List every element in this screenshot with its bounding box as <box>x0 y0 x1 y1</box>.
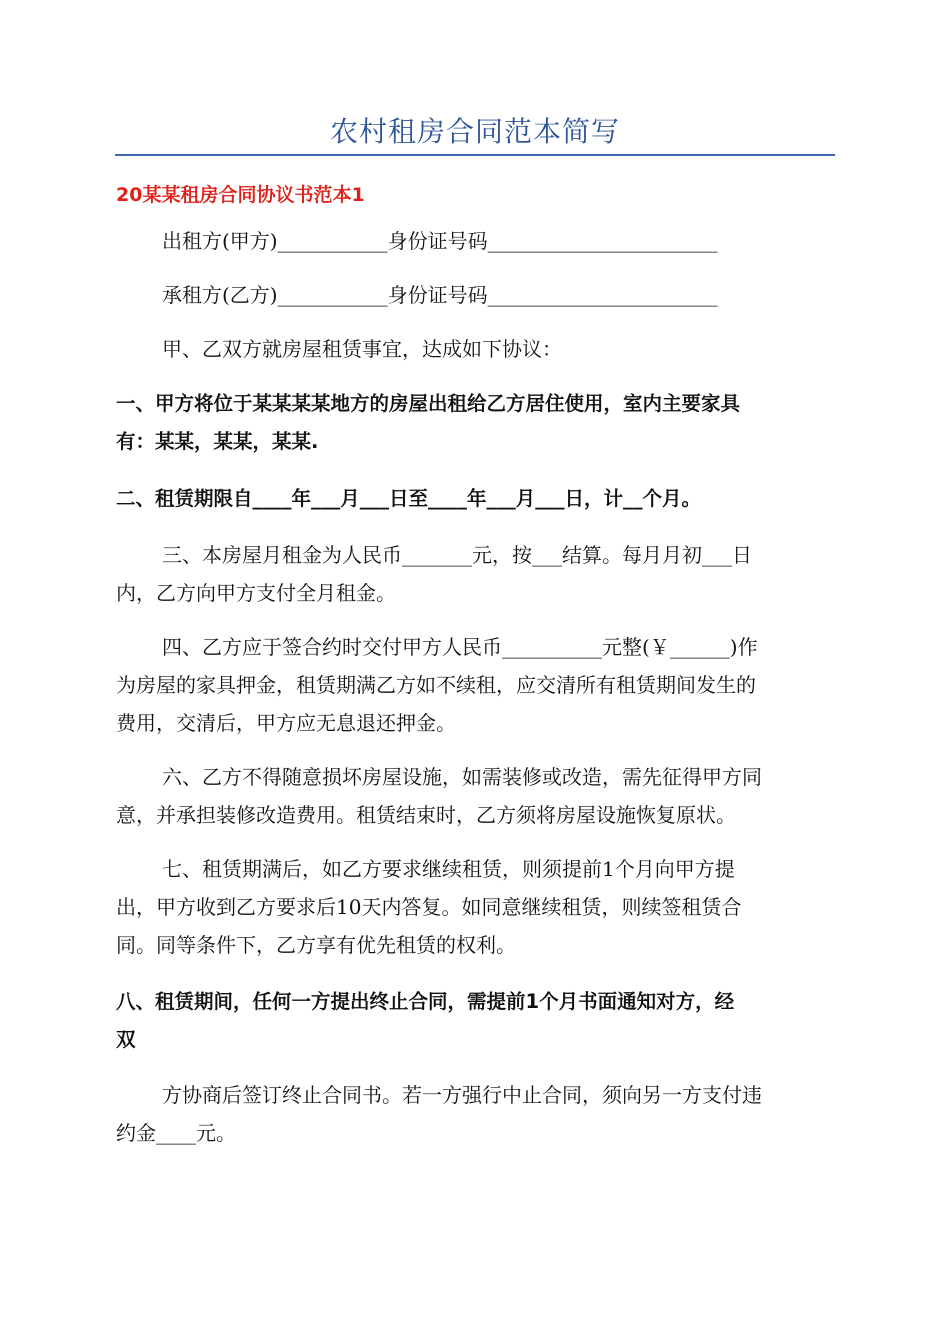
title-underline <box>115 154 835 156</box>
section-heading: 20某某租房合同协议书范本1 <box>116 184 365 206</box>
clause-8-line-1: 八、租赁期间，任何一方提出终止合同，需提前1个月书面通知对方，经 <box>116 990 735 1013</box>
clause-4-line-3: 费用，交清后，甲方应无息退还押金。 <box>116 711 456 735</box>
document-title: 农村租房合同范本简写 <box>329 115 620 148</box>
clause-7-line-1: 七、租赁期满后，如乙方要求继续租赁，则须提前1个月向甲方提 <box>162 857 735 881</box>
clause-6 <box>116 758 838 834</box>
clause-1-line-1: 一、甲方将位于某某某某地方的房屋出租给乙方居住使用，室内主要家具 <box>116 392 741 415</box>
lessee-line <box>116 276 838 314</box>
intro-paragraph <box>116 330 838 368</box>
clause-1 <box>116 385 838 461</box>
clause-8-cont-line-2: 约金____元。 <box>116 1121 236 1145</box>
clause-4-line-2: 为房屋的家具押金，租赁期满乙方如不续租，应交清所有租赁期间发生的 <box>116 673 756 697</box>
intro-text: 甲、乙双方就房屋租赁事宜，达成如下协议： <box>162 337 562 361</box>
lessor-line-text: 出租方(甲方)___________身份证号码_______________________ <box>162 229 718 253</box>
clause-7 <box>116 850 838 964</box>
lessor-line <box>116 222 838 260</box>
clause-8-cont-line-1: 方协商后签订终止合同书。若一方强行中止合同，须向另一方支付违 <box>162 1083 762 1107</box>
clause-7-line-2: 出，甲方收到乙方要求后10天内答复。如同意继续租赁，则续签租赁合 <box>116 895 742 919</box>
clause-3-line-2: 内，乙方向甲方支付全月租金。 <box>116 581 396 605</box>
clause-8-line-2: 双 <box>116 1028 136 1051</box>
clause-6-line-1: 六、乙方不得随意损坏房屋设施，如需装修或改造，需先征得甲方同 <box>162 765 762 789</box>
clause-3 <box>116 536 838 612</box>
clause-2 <box>116 480 838 518</box>
clause-4-line-1: 四、乙方应于签合约时交付甲方人民币__________元整(￥______)作 <box>162 635 758 659</box>
clause-6-line-2: 意，并承担装修改造费用。租赁结束时，乙方须将房屋设施恢复原状。 <box>116 803 736 827</box>
clause-7-line-3: 同。同等条件下，乙方享有优先租赁的权利。 <box>116 933 516 957</box>
clause-2-text: 二、租赁期限自____年___月___日至____年___月___日，计__个月。 <box>116 487 702 510</box>
clause-3-line-1: 三、本房屋月租金为人民币_______元，按___结算。每月月初___日 <box>162 543 752 567</box>
lessee-line-text: 承租方(乙方)___________身份证号码_______________________ <box>162 283 718 307</box>
clause-4 <box>116 628 838 742</box>
clause-8 <box>116 983 838 1059</box>
clause-8-continuation <box>116 1076 838 1152</box>
clause-1-line-2: 有：某某，某某，某某. <box>116 430 319 453</box>
